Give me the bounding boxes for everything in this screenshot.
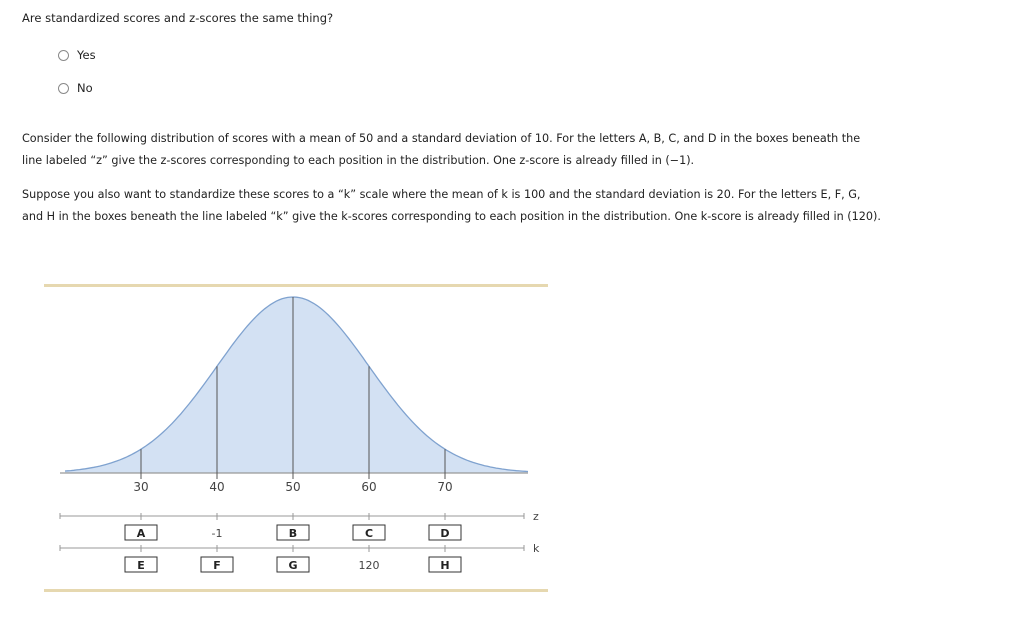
k-box-label: H: [440, 559, 450, 572]
option-no-label: No: [77, 81, 93, 95]
z-answer-box-A[interactable]: [125, 525, 157, 540]
z-box-label: B: [288, 527, 298, 540]
k-answer-box-F[interactable]: [201, 557, 233, 572]
score-tick-label: 70: [437, 480, 453, 494]
instructions-k: Suppose you also want to standardize these scores to a “k” scale where the mean of k is 100 and the standard deviation is 20. For the letters E, F, G, and H in the boxes beneath the line labeled “k” give the k-scores corresponding to each position in the distribution. One k-score is already filled in (120).: [22, 188, 881, 223]
k-box-label: G: [288, 559, 298, 572]
k-answer-box-E[interactable]: [125, 557, 157, 572]
k-box-label: E: [137, 559, 145, 572]
option-yes-label: Yes: [77, 48, 96, 62]
z-given-value: -1: [211, 527, 223, 540]
z-answer-box-C[interactable]: [353, 525, 385, 540]
instructions-z: Consider the following distribution of scores with a mean of 50 and a standard deviation of 10. For the letters A, B, C, and D in the boxes beneath the line labeled “z” give the z-scores corresponding to each position in the distribution. One z-score is already filled in (−1).: [22, 132, 861, 167]
top-rule: [44, 284, 548, 287]
score-tick-label: 30: [133, 480, 149, 494]
k-answer-box-G[interactable]: [277, 557, 309, 572]
z-box-label: D: [440, 527, 450, 540]
z-box-label: C: [364, 527, 374, 540]
score-tick-label: 50: [285, 480, 301, 494]
k-answer-box-H[interactable]: [429, 557, 461, 572]
question-1-text: Are standardized scores and z-scores the same thing?: [22, 11, 334, 25]
score-tick-label: 40: [209, 480, 225, 494]
k-box-label: F: [213, 559, 221, 572]
score-tick-label: 60: [361, 480, 377, 494]
z-axis-label: z: [533, 510, 539, 523]
z-box-label: A: [136, 527, 146, 540]
bottom-rule: [44, 589, 548, 592]
k-given-value: 120: [358, 559, 380, 572]
k-axis-label: k: [533, 542, 540, 555]
curve-fill: [65, 297, 528, 473]
z-answer-box-B[interactable]: [277, 525, 309, 540]
z-answer-box-D[interactable]: [429, 525, 461, 540]
